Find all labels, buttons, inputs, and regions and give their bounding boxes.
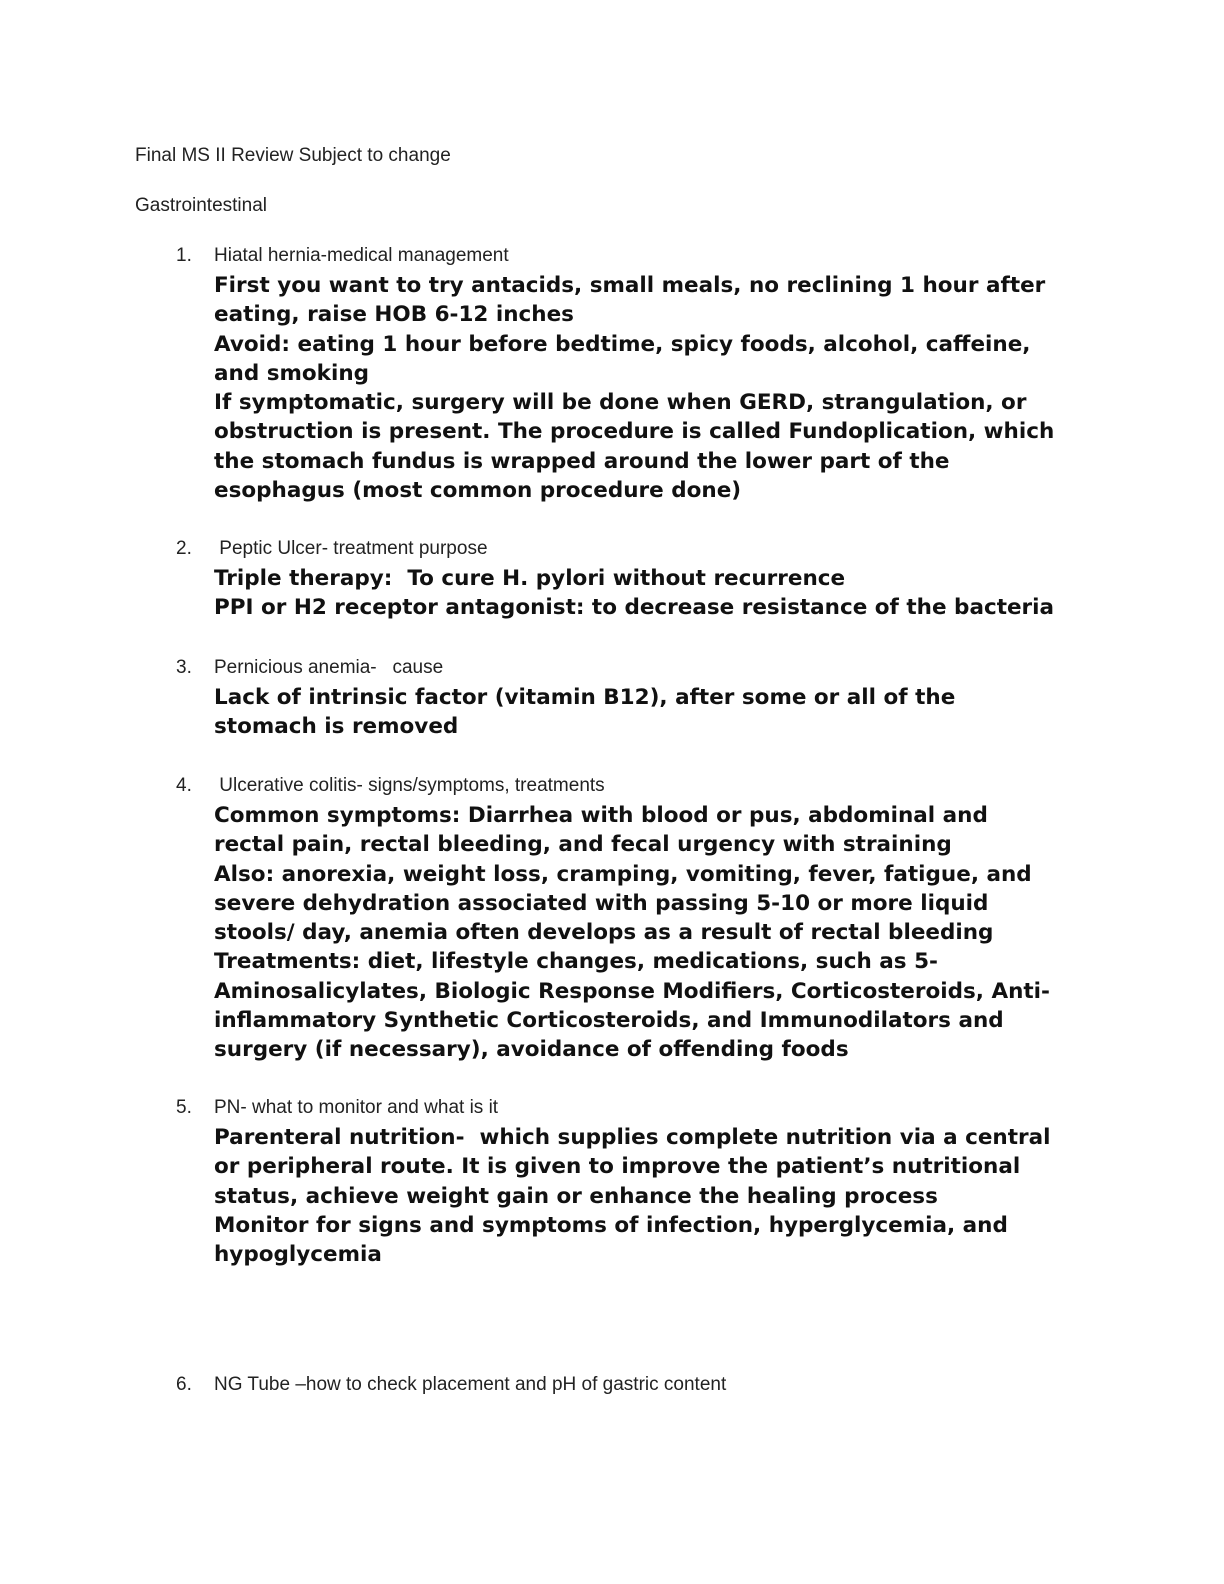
answer-line: PPI or H2 receptor antagonist: to decrease resistance of the bacteria xyxy=(214,595,1055,621)
item-answer xyxy=(214,564,1084,623)
answer-line: Avoid: eating 1 hour before bedtime, spicy foods, alcohol, caffeine, xyxy=(214,331,1031,357)
answer-line: eating, raise HOB 6-12 inches xyxy=(214,302,574,328)
item-number: 1. xyxy=(176,245,192,266)
item-number: 6. xyxy=(176,1374,192,1395)
item-number: 5. xyxy=(176,1097,192,1118)
item-question: Hiatal hernia-medical management xyxy=(214,245,509,266)
answer-line: Lack of intrinsic factor (vitamin B12), after some or all of the xyxy=(214,685,956,710)
answer-line: stools/ day, anemia often develops as a result of rectal bleeding xyxy=(214,920,994,946)
answer-line: Also: anorexia, weight loss, cramping, vomiting, fever, fatigue, and xyxy=(214,861,1032,887)
page-title: Final MS II Review Subject to change xyxy=(135,145,451,166)
answer-line: Parenteral nutrition- which supplies complete nutrition via a central xyxy=(214,1125,1051,1150)
answer-line: surgery (if necessary), avoidance of offending foods xyxy=(214,1037,849,1063)
answer-line: esophagus (most common procedure done) xyxy=(214,478,742,504)
item-number: 3. xyxy=(176,657,192,678)
answer-line: hypoglycemia xyxy=(214,1242,382,1268)
item-answer xyxy=(214,801,1084,1065)
answer-line: and smoking xyxy=(214,360,370,386)
answer-line: inflammatory Synthetic Corticosteroids, and Immunodilators and xyxy=(214,1008,1004,1034)
answer-line: stomach is removed xyxy=(214,714,459,740)
answer-line: status, achieve weight gain or enhance the healing process xyxy=(214,1183,938,1209)
answer-line: First you want to try antacids, small meals, no reclining 1 hour after xyxy=(214,273,1046,298)
answer-line: the stomach fundus is wrapped around the lower part of the xyxy=(214,448,950,474)
item-question: Ulcerative colitis- signs/symptoms, treatments xyxy=(214,775,605,796)
item-question: Peptic Ulcer- treatment purpose xyxy=(214,538,488,559)
item-answer xyxy=(214,1123,1084,1269)
item-answer xyxy=(214,271,1084,505)
answer-line: rectal pain, rectal bleeding, and fecal urgency with straining xyxy=(214,832,952,858)
item-number: 2. xyxy=(176,538,192,559)
answer-line: Monitor for signs and symptoms of infection, hyperglycemia, and xyxy=(214,1212,1008,1238)
answer-line: severe dehydration associated with passing 5-10 or more liquid xyxy=(214,890,989,916)
answer-line: Treatments: diet, lifestyle changes, medications, such as 5- xyxy=(214,949,938,975)
answer-line: obstruction is present. The procedure is called Fundoplication, which xyxy=(214,419,1055,445)
item-question: Pernicious anemia- cause xyxy=(214,657,444,678)
answer-line: or peripheral route. It is given to improve the patient’s nutritional xyxy=(214,1154,1021,1180)
answer-line: Common symptoms: Diarrhea with blood or pus, abdominal and xyxy=(214,803,988,828)
item-answer xyxy=(214,683,1084,742)
item-question: PN- what to monitor and what is it xyxy=(214,1097,499,1118)
section-heading: Gastrointestinal xyxy=(135,195,268,216)
answer-line: Triple therapy: To cure H. pylori without recurrence xyxy=(214,566,846,591)
answer-line: If symptomatic, surgery will be done when GERD, strangulation, or xyxy=(214,390,1027,416)
answer-line: Aminosalicylates, Biologic Response Modifiers, Corticosteroids, Anti- xyxy=(214,978,1050,1004)
item-number: 4. xyxy=(176,775,192,796)
item-question: NG Tube –how to check placement and pH of gastric content xyxy=(214,1374,727,1395)
